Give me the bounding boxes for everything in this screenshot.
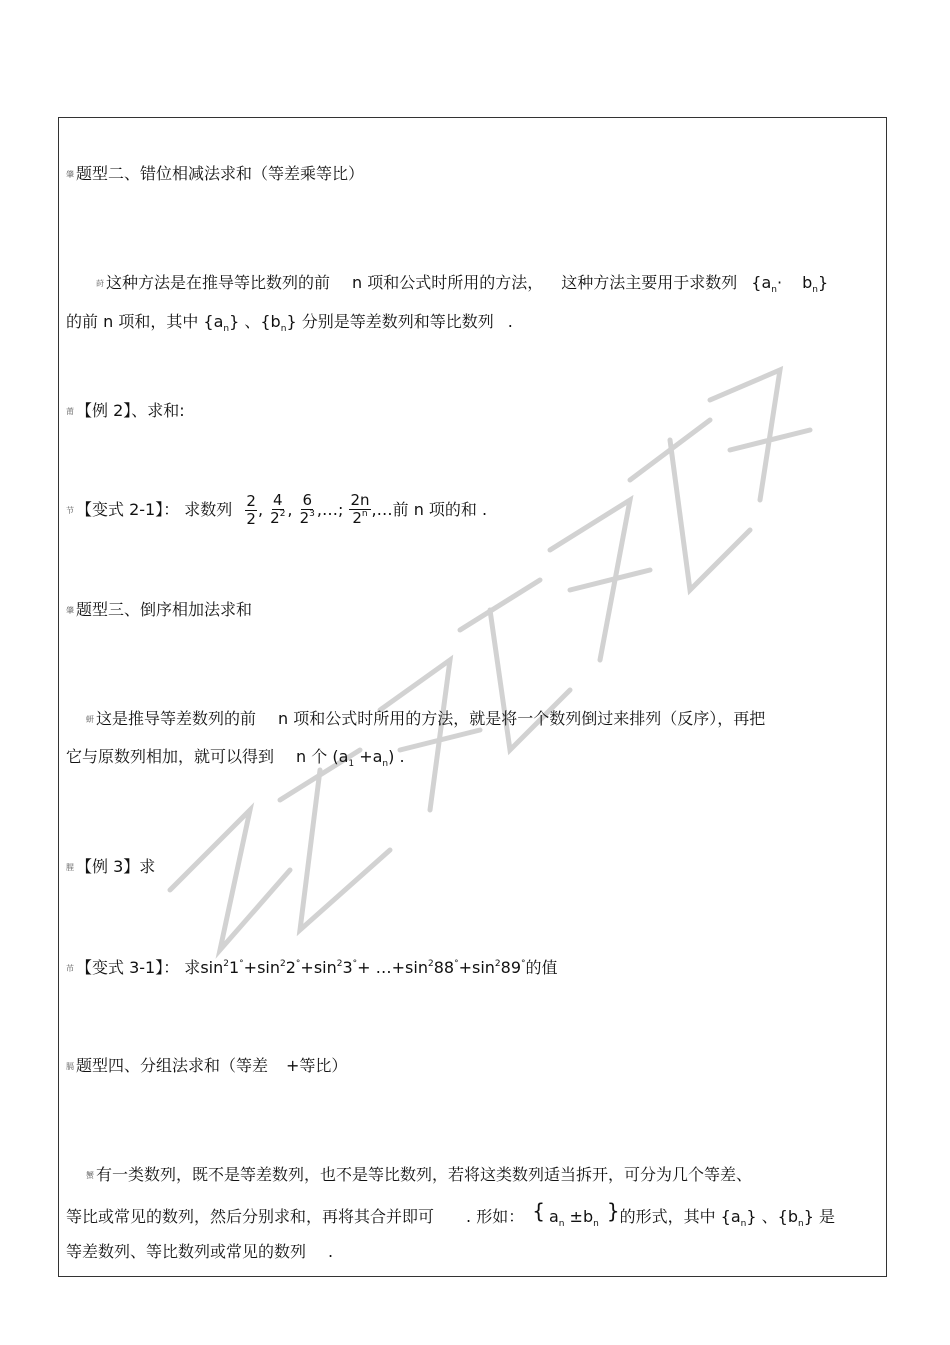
separator: , [287, 500, 293, 519]
subscript: n [593, 1219, 599, 1229]
text: 的前 n 项和，其中 {a [66, 312, 224, 331]
math: } [817, 273, 829, 292]
text: 这种方法主要用于求数列 [561, 273, 738, 292]
math: a [548, 1207, 559, 1226]
formula-term: + …+sin [357, 958, 428, 977]
section-2-paragraph-line-1 [96, 273, 828, 296]
section-4-paragraph-line-2 [66, 1199, 835, 1230]
math: b [802, 273, 813, 292]
subscript: n [223, 324, 230, 334]
text: . [507, 312, 513, 331]
text: . [328, 1242, 334, 1261]
margin-mark: 蚈 [86, 714, 94, 724]
subscript: n [771, 285, 777, 295]
margin-mark: 蟹 [86, 1170, 94, 1180]
superscript: 2 [279, 959, 286, 969]
numerator: 6 [302, 490, 313, 509]
superscript: 2 [223, 959, 229, 969]
ellipsis: …; [321, 500, 344, 519]
text: n 项和公式时所用的方法， [352, 273, 544, 292]
section-3-paragraph-line-1 [86, 709, 765, 730]
superscript: ° [454, 959, 459, 969]
text: 它与原数列相加，就可以得到 [66, 747, 275, 766]
text: n 项和公式时所用的方法，就是将一个数列倒过来排列（反序），再把 [278, 709, 766, 728]
formula-term: sin [200, 958, 224, 977]
denominator [269, 510, 286, 530]
section-4-title [66, 1056, 347, 1077]
example-3 [66, 857, 155, 878]
formula-term: 89 [500, 958, 521, 977]
formula-term: +sin [458, 958, 495, 977]
exponent: 3 [309, 508, 315, 519]
text: +a [354, 747, 383, 766]
superscript: ° [239, 959, 244, 969]
section-title-text: 题型四、分组法求和（等差 [76, 1056, 269, 1075]
superscript: 2 [336, 959, 343, 969]
formula-term: 88 [433, 958, 455, 977]
subscript: n [812, 285, 818, 295]
exponent: n [361, 508, 368, 519]
margin-mark: 节 [66, 505, 74, 515]
margin-mark: 莆 [66, 406, 74, 416]
formula-term: 的值 [525, 958, 558, 977]
variant-label: 【变式 3-1】： 求 [76, 958, 201, 977]
text: } 分别是等差数列和等比数列 [286, 312, 494, 331]
separator: , [257, 500, 264, 519]
text: 这是推导等差数列的前 [96, 709, 257, 728]
brace: } [606, 1199, 620, 1223]
superscript: ° [295, 959, 301, 969]
text: } 、{b [746, 1207, 798, 1226]
margin-mark: 肇 [66, 605, 74, 615]
math: {a [751, 273, 772, 292]
subscript: n [558, 1219, 565, 1229]
formula-term: 1 [228, 958, 240, 977]
fraction [299, 492, 316, 530]
superscript: ° [352, 959, 358, 969]
base: 2 [352, 508, 362, 527]
subscript: n [797, 1219, 804, 1229]
section-4-paragraph-line-3 [66, 1242, 333, 1262]
subscript: 1 [348, 759, 355, 769]
margin-mark: 肇 [66, 169, 74, 179]
text: . 形如： [466, 1207, 525, 1226]
section-3-paragraph-line-2 [66, 747, 405, 770]
exponent: 2 [279, 508, 286, 519]
text: 有一类数列，既不是等差数列，也不是等比数列，若将这类数列适当拆开，可分为几个等差、 [96, 1165, 753, 1184]
brace: { [532, 1199, 545, 1223]
section-title-text: +等比） [286, 1056, 348, 1075]
numerator: 2n [350, 490, 370, 509]
section-title-text: 题型三、倒序相加法求和 [76, 600, 253, 619]
example-2 [66, 401, 185, 422]
base: 2 [299, 508, 310, 527]
text: 等比或常见的数列，然后分别求和，再将其合并即可 [66, 1207, 435, 1226]
superscript: 2 [427, 959, 434, 969]
superscript: ° [521, 959, 526, 969]
margin-mark: 腥 [66, 862, 74, 872]
text: ) . [388, 747, 405, 766]
section-title-text: 题型二、错位相减法求和（等差乘等比） [76, 164, 365, 183]
text: } 是 [803, 1207, 835, 1226]
section-3-title [66, 600, 252, 621]
formula-term: 2 [285, 958, 296, 977]
variant-3-1 [66, 958, 558, 981]
formula-term: 3 [342, 958, 353, 977]
margin-mark: 莳 [96, 278, 104, 288]
example-label: 【例 2】、求和: [76, 401, 185, 420]
subscript: n [740, 1219, 747, 1229]
text: n 个 (a [296, 747, 349, 766]
math: ±b [564, 1207, 594, 1226]
math: · [776, 273, 783, 292]
formula-term: +sin [300, 958, 337, 977]
example-label: 【例 3】求 [76, 857, 156, 876]
denominator [299, 510, 316, 530]
numerator: 2 [246, 492, 256, 510]
margin-mark: 芇 [66, 963, 74, 973]
margin-mark: 膈 [66, 1061, 74, 1071]
subscript: n [382, 759, 389, 769]
text: 的形式，其中 {a [619, 1207, 741, 1226]
section-2-title [66, 164, 364, 185]
numerator: 4 [273, 490, 283, 509]
text: 等差数列、等比数列或常见的数列 [66, 1242, 307, 1261]
text: ,…前 n 项的和 . [371, 500, 488, 519]
formula-term: +sin [243, 958, 280, 977]
variant-2-1 [66, 490, 487, 530]
separator: , [316, 500, 322, 519]
fraction [269, 492, 286, 530]
section-4-paragraph-line-1 [86, 1165, 752, 1186]
denominator [351, 510, 368, 530]
text: } 、{b [229, 312, 281, 331]
section-2-paragraph-line-2 [66, 312, 513, 335]
denominator: 2 [246, 510, 256, 528]
text: 这种方法是在推导等比数列的前 [106, 273, 331, 292]
base: 2 [270, 508, 280, 527]
fraction [245, 493, 257, 528]
variant-label: 【变式 2-1】： 求数列 [76, 500, 233, 519]
sin-sum-formula [200, 958, 557, 977]
superscript: 2 [494, 959, 501, 969]
fraction [349, 492, 370, 530]
subscript: n [280, 324, 287, 334]
